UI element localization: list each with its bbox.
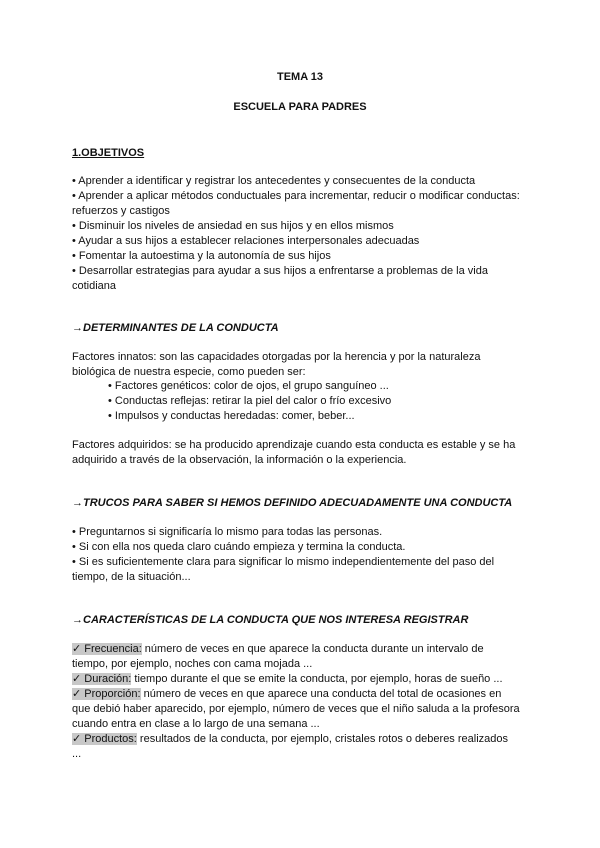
caracteristica-cont: ... xyxy=(72,748,82,760)
trucos-line: tiempo, de la situación... xyxy=(72,571,191,583)
innatos-item: • Conductas reflejas: retirar la piel del calor o frío excesivo xyxy=(108,395,392,407)
caracteristica-label: ✓ Duración: xyxy=(72,673,132,685)
innatos-item: • Factores genéticos: color de ojos, el grupo sanguíneo ... xyxy=(108,380,389,392)
caracteristica-item xyxy=(72,642,532,657)
adquiridos-line: Factores adquiridos: se ha producido aprendizaje cuando esta conducta es estable y se ha xyxy=(72,439,516,451)
caracteristicas-heading: →CARACTERÍSTICAS DE LA CONDUCTA QUE NOS INTERESA REGISTRAR xyxy=(72,614,469,626)
caracteristica-item xyxy=(72,687,532,702)
caracteristica-text: tiempo durante el que se emite la conducta, por ejemplo, horas de sueño ... xyxy=(131,673,503,685)
objetivos-line: • Fomentar la autoestima y la autonomía de sus hijos xyxy=(72,250,331,262)
caracteristica-label: ✓ Frecuencia: xyxy=(72,643,142,655)
caracteristica-cont: que debió haber aparecido, por ejemplo, número de veces que el niño saluda a la profesora xyxy=(72,703,520,715)
caracteristica-label: ✓ Productos: xyxy=(72,733,137,745)
innatos-item: • Impulsos y conductas heredadas: comer, beber... xyxy=(108,410,355,422)
objetivos-list xyxy=(72,174,532,294)
caracteristica-cont: cuando entra en clase a lo largo de una semana ... xyxy=(72,718,320,730)
objetivos-line: • Ayudar a sus hijos a establecer relaciones interpersonales adecuadas xyxy=(72,235,420,247)
document-subtitle: ESCUELA PARA PADRES xyxy=(233,101,367,113)
caracteristica-text: número de veces en que aparece la conducta durante un intervalo de xyxy=(141,643,484,655)
trucos-list xyxy=(72,525,532,585)
objetivos-heading: 1.OBJETIVOS xyxy=(72,147,145,159)
caracteristicas-list xyxy=(72,642,532,762)
trucos-line: • Si con ella nos queda claro cuándo empieza y termina la conducta. xyxy=(72,541,406,553)
objetivos-line: refuerzos y castigos xyxy=(72,205,170,217)
innatos-items xyxy=(108,379,391,424)
caracteristica-text: resultados de la conducta, por ejemplo, cristales rotos o deberes realizados xyxy=(136,733,509,745)
caracteristica-cont: tiempo, por ejemplo, noches con cama mojada ... xyxy=(72,658,313,670)
caracteristica-text: número de veces en que aparece una conducta del total de ocasiones en xyxy=(140,688,502,700)
caracteristica-item xyxy=(72,672,532,687)
trucos-line: • Si es suficientemente clara para significar lo mismo independientemente del paso del xyxy=(72,556,495,568)
document-title: TEMA 13 xyxy=(276,71,324,83)
adquiridos-paragraph xyxy=(72,438,532,468)
innatos-line: biológica de nuestra especie, como pueden ser: xyxy=(72,366,306,378)
caracteristica-item xyxy=(72,732,532,747)
adquiridos-line: adquirido a través de la observación, la información o la experiencia. xyxy=(72,454,407,466)
objetivos-line: • Aprender a identificar y registrar los antecedentes y consecuentes de la conducta xyxy=(72,175,476,187)
objetivos-line: • Disminuir los niveles de ansiedad en sus hijos y en ellos mismos xyxy=(72,220,394,232)
innatos-line: Factores innatos: son las capacidades otorgadas por la herencia y por la naturaleza xyxy=(72,351,481,363)
innatos-paragraph xyxy=(72,350,532,380)
objetivos-line: • Aprender a aplicar métodos conductuales para incrementar, reducir o modificar conductas: xyxy=(72,190,520,202)
trucos-line: • Preguntarnos si significaría lo mismo para todas las personas. xyxy=(72,526,383,538)
trucos-heading: →TRUCOS PARA SABER SI HEMOS DEFINIDO ADECUADAMENTE UNA CONDUCTA xyxy=(72,497,513,509)
caracteristica-label: ✓ Proporción: xyxy=(72,688,141,700)
objetivos-line: • Desarrollar estrategias para ayudar a sus hijos a enfrentarse a problemas de la vida xyxy=(72,265,488,277)
determinantes-heading: →DETERMINANTES DE LA CONDUCTA xyxy=(72,322,279,334)
objetivos-line: cotidiana xyxy=(72,280,117,292)
